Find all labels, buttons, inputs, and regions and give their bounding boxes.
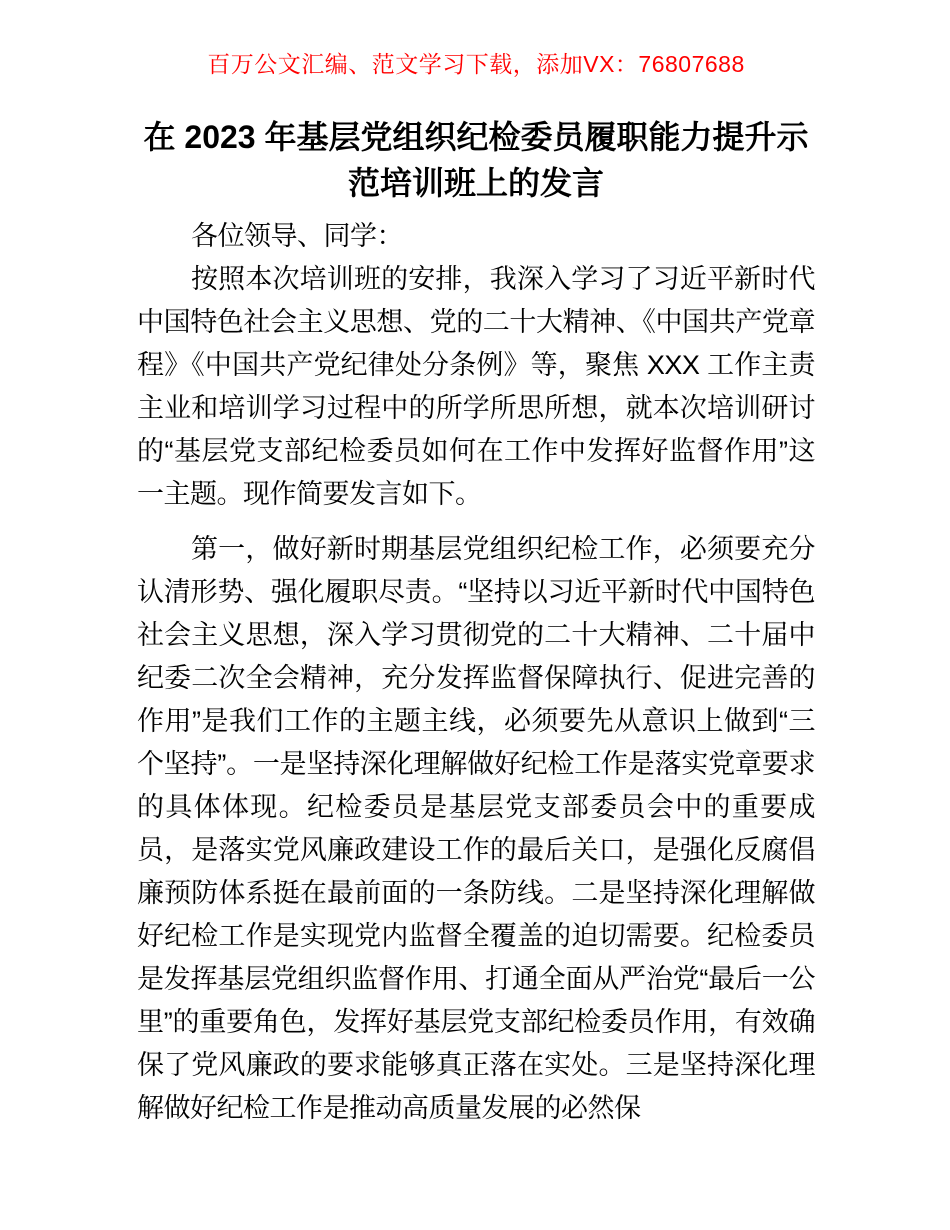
salutation-paragraph: 各位领导、同学： xyxy=(191,221,403,251)
title-line-2: 范培训班上的发言 xyxy=(347,165,604,201)
document-title xyxy=(137,114,815,206)
title-line-1: 在 2023 年基层党组织纪检委员履职能力提升示 xyxy=(143,119,809,155)
intro-paragraph: 按照本次培训班的安排，我深入学习了习近平新时代中国特色社会主义思想、党的二十大精神、《中国共产党章程》《中国共产党纪律处分条例》等，聚焦 XXX 工作主责主业和培训学习过程中的所学所思所想，就本次培训研讨的“基层党支部纪检委员如何在工作中发挥好监督作用”这一主题。现作简要发言如下。 xyxy=(137,264,815,509)
document-body xyxy=(137,215,815,1130)
promo-banner: 百万公文汇编、范文学习下载，添加VX：76807688 xyxy=(207,51,745,77)
point-one-paragraph: 第一，做好新时期基层党组织纪检工作，必须要充分认清形势、强化履职尽责。“坚持以习近平新时代中国特色社会主义思想，深入学习贯彻党的二十大精神、二十届中纪委二次全会精神，充分发挥监督保障执行、促进完善的作用”是我们工作的主题主线，必须要先从意识上做到“三个坚持”。一是坚持深化理解做好纪检工作是落实党章要求的具体体现。纪检委员是基层党支部委员会中的重要成员，是落实党风廉政建设工作的最后关口，是强化反腐倡廉预防体系挺在最前面的一条防线。二是坚持深化理解做好纪检工作是实现党内监督全覆盖的迫切需要。纪检委员是发挥基层党组织监督作用、打通全面从严治党“最后一公里”的重要角色，发挥好基层党支部纪检委员作用，有效确保了党风廉政的要求能够真正落在实处。三是坚持深化理解做好纪检工作是推动高质量发展的必然保 xyxy=(137,534,815,1123)
